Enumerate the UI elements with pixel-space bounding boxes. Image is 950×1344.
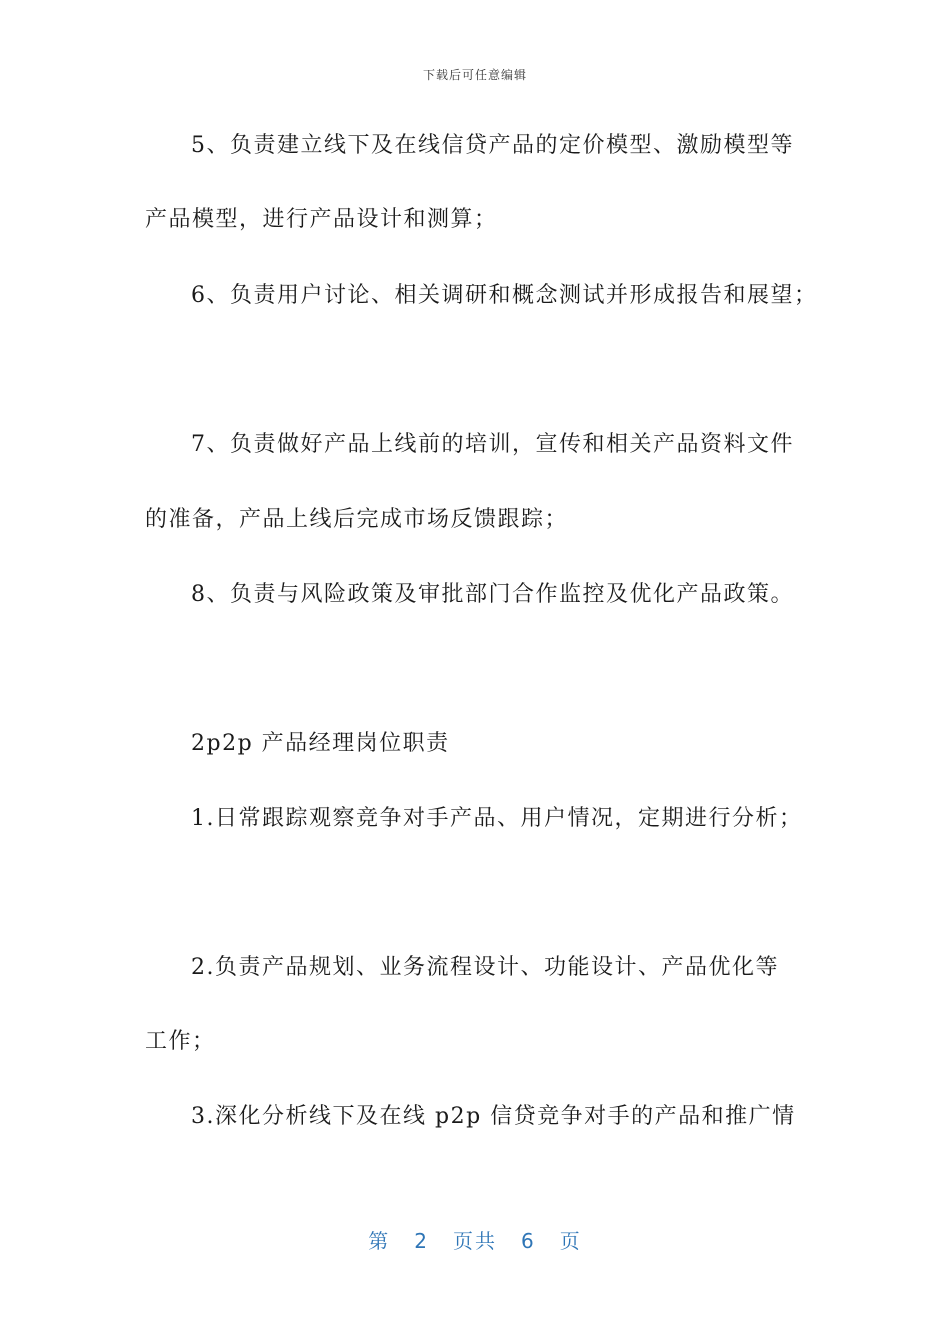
paragraph-line-4: 7、负责做好产品上线前的培训，宣传和相关产品资料文件 (191, 432, 794, 457)
paragraph-line-9: 工作； (145, 1029, 216, 1054)
paragraph-line-8: 2.负责产品规划、业务流程设计、功能设计、产品优化等 (191, 955, 779, 980)
footer-page-number: 2 (414, 1229, 429, 1253)
page-footer (0, 1225, 950, 1254)
footer-prefix: 第 (368, 1229, 391, 1253)
paragraph-line-6: 8、负责与风险政策及审批部门合作监控及优化产品政策。 (191, 582, 794, 607)
paragraph-line-10: 3.深化分析线下及在线 p2p 信贷竞争对手的产品和推广情 (191, 1104, 796, 1129)
footer-suffix: 页 (559, 1229, 582, 1253)
paragraph-line-5: 的准备，产品上线后完成市场反馈跟踪； (145, 507, 569, 532)
footer-middle: 页共 (453, 1229, 497, 1253)
paragraph-line-1: 5、负责建立线下及在线信贷产品的定价模型、激励模型等 (191, 133, 794, 158)
footer-total-pages: 6 (521, 1229, 536, 1253)
paragraph-line-7: 1.日常跟踪观察竞争对手产品、用户情况，定期进行分析； (191, 806, 803, 831)
page-header: 下载后可任意编辑 (422, 68, 527, 82)
paragraph-line-3: 6、负责用户讨论、相关调研和概念测试并形成报告和展望； (191, 283, 818, 308)
section-heading: 2p2p 产品经理岗位职责 (191, 731, 450, 756)
paragraph-line-2: 产品模型，进行产品设计和测算； (145, 207, 498, 232)
